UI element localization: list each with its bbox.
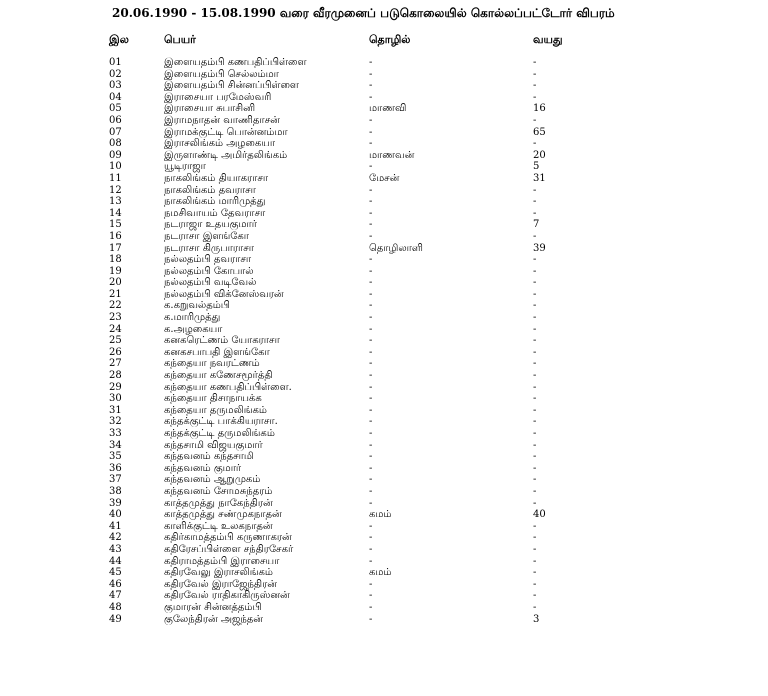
row-name: நாகலிங்கம் தவராசா bbox=[164, 184, 256, 196]
row-number: 33 bbox=[109, 428, 122, 439]
row-occupation: - bbox=[369, 474, 373, 486]
row-number: 44 bbox=[109, 555, 122, 567]
table-row bbox=[0, 69, 768, 81]
row-name: குலேந்திரன் அஜந்தன் bbox=[164, 613, 263, 625]
table-row bbox=[0, 498, 768, 510]
table-row bbox=[0, 521, 768, 533]
row-age: 3 bbox=[533, 613, 540, 625]
row-number: 28 bbox=[109, 370, 122, 382]
table-row bbox=[0, 289, 768, 301]
table-row bbox=[0, 451, 768, 463]
row-number: 29 bbox=[109, 381, 122, 393]
row-age: - bbox=[533, 567, 537, 579]
row-number: 30 bbox=[109, 393, 122, 405]
table-row bbox=[0, 347, 768, 359]
row-occupation: - bbox=[369, 485, 373, 497]
row-number: 35 bbox=[109, 451, 122, 463]
header-occupation: தொழில் bbox=[369, 33, 411, 46]
row-age: - bbox=[533, 532, 537, 544]
row-number: 05 bbox=[109, 103, 122, 115]
table-row bbox=[0, 590, 768, 602]
table-row bbox=[0, 115, 768, 127]
row-age: - bbox=[533, 439, 537, 451]
row-age: - bbox=[533, 265, 537, 277]
row-number: 21 bbox=[109, 288, 122, 300]
row-name: இராமநாதன் வாணிதாசன் bbox=[164, 114, 280, 126]
row-name: கந்தசாமி விஜயகுமார் bbox=[164, 439, 263, 451]
row-number: 06 bbox=[109, 114, 122, 126]
row-number: 45 bbox=[109, 567, 122, 579]
row-number: 11 bbox=[109, 172, 122, 184]
row-age: 39 bbox=[533, 242, 546, 254]
table-row bbox=[0, 127, 768, 139]
row-age: - bbox=[533, 138, 537, 150]
table-row bbox=[0, 335, 768, 347]
row-age: - bbox=[533, 68, 537, 80]
row-name: இராமக்குட்டி பொன்னம்மா bbox=[164, 126, 288, 138]
row-number: 19 bbox=[109, 265, 122, 277]
row-number: 47 bbox=[109, 590, 122, 602]
row-number: 07 bbox=[109, 126, 122, 138]
row-number: 23 bbox=[109, 312, 122, 324]
row-name: கந்தவனம் சோமசுந்தரம் bbox=[164, 485, 273, 497]
table-row bbox=[0, 358, 768, 370]
table-row bbox=[0, 370, 768, 382]
row-age: - bbox=[533, 288, 537, 300]
row-name: காத்தமுத்து நாகேந்திரன் bbox=[164, 497, 273, 509]
row-occupation: - bbox=[369, 219, 373, 231]
row-number: 34 bbox=[109, 439, 122, 451]
row-name: க.மாரிமுத்து bbox=[164, 312, 221, 324]
row-number: 42 bbox=[109, 532, 122, 544]
row-name: கந்தக்குட்டி பாக்கியராசா. bbox=[164, 416, 278, 428]
row-age: 7 bbox=[533, 219, 540, 231]
table-row bbox=[0, 57, 768, 69]
row-age: - bbox=[533, 80, 537, 92]
row-age: 65 bbox=[533, 126, 546, 138]
row-occupation: - bbox=[369, 497, 373, 509]
row-occupation: - bbox=[369, 416, 373, 428]
row-occupation: - bbox=[369, 428, 373, 439]
row-name: இளையதம்பி கணபதிப்பிள்ளை bbox=[164, 57, 307, 68]
row-occupation: - bbox=[369, 230, 373, 242]
row-age: - bbox=[533, 462, 537, 474]
row-occupation: தொழிலாளி bbox=[369, 242, 423, 254]
row-number: 27 bbox=[109, 358, 122, 370]
row-name: இளையதம்பி செல்லம்மா bbox=[164, 68, 279, 80]
row-occupation: - bbox=[369, 184, 373, 196]
row-occupation: - bbox=[369, 439, 373, 451]
row-name: இளையதம்பி சின்னப்பிள்ளை bbox=[164, 80, 299, 92]
row-number: 17 bbox=[109, 242, 122, 254]
table-row bbox=[0, 428, 768, 440]
row-occupation: கமம் bbox=[369, 567, 392, 579]
table-row bbox=[0, 405, 768, 417]
row-number: 37 bbox=[109, 474, 122, 486]
header-number: இல bbox=[109, 33, 129, 46]
row-occupation: மாணவி bbox=[369, 103, 407, 115]
row-number: 15 bbox=[109, 219, 122, 231]
row-number: 10 bbox=[109, 161, 122, 173]
row-number: 26 bbox=[109, 346, 122, 358]
row-number: 40 bbox=[109, 509, 122, 521]
row-number: 25 bbox=[109, 335, 122, 347]
table-row bbox=[0, 382, 768, 394]
row-age: - bbox=[533, 184, 537, 196]
row-age: 20 bbox=[533, 149, 546, 161]
row-occupation: - bbox=[369, 68, 373, 80]
table-row bbox=[0, 231, 768, 243]
row-age: - bbox=[533, 555, 537, 567]
row-name: கந்தையா தருமலிங்கம் bbox=[164, 404, 267, 416]
row-age: - bbox=[533, 196, 537, 208]
row-occupation: - bbox=[369, 80, 373, 92]
table-row bbox=[0, 219, 768, 231]
row-name: கதிரவேல் இராஜேந்திரன் bbox=[164, 578, 277, 590]
row-age: - bbox=[533, 497, 537, 509]
table-row bbox=[0, 173, 768, 185]
row-age: - bbox=[533, 254, 537, 266]
row-name: கந்தவனம் ஆறுமுகம் bbox=[164, 474, 261, 486]
row-age: - bbox=[533, 114, 537, 126]
row-occupation: - bbox=[369, 126, 373, 138]
row-occupation: - bbox=[369, 451, 373, 463]
header-name: பெயர் bbox=[164, 33, 196, 46]
row-age: 16 bbox=[533, 103, 546, 115]
row-age: 5 bbox=[533, 161, 540, 173]
row-number: 31 bbox=[109, 404, 122, 416]
table-row bbox=[0, 266, 768, 278]
row-age: - bbox=[533, 451, 537, 463]
row-occupation: - bbox=[369, 57, 373, 68]
row-age: - bbox=[533, 578, 537, 590]
row-age: - bbox=[533, 590, 537, 602]
row-number: 39 bbox=[109, 497, 122, 509]
row-number: 09 bbox=[109, 149, 122, 161]
row-name: கந்தையா திசாநாயக்க bbox=[164, 393, 262, 405]
row-number: 22 bbox=[109, 300, 122, 312]
row-occupation: - bbox=[369, 404, 373, 416]
row-occupation: - bbox=[369, 532, 373, 544]
row-age: - bbox=[533, 485, 537, 497]
table-row bbox=[0, 544, 768, 556]
row-name: இருளாண்டி அமிர்தலிங்கம் bbox=[164, 149, 288, 161]
row-number: 02 bbox=[109, 68, 122, 80]
row-name: குமாரன் சின்னத்தம்பி bbox=[164, 601, 262, 613]
row-occupation: - bbox=[369, 335, 373, 347]
row-number: 20 bbox=[109, 277, 122, 289]
table-row bbox=[0, 602, 768, 614]
row-occupation: - bbox=[369, 370, 373, 382]
row-age: - bbox=[533, 207, 537, 219]
row-name: யூடிராஜா bbox=[164, 161, 206, 173]
row-age: - bbox=[533, 404, 537, 416]
row-occupation: - bbox=[369, 346, 373, 358]
row-number: 08 bbox=[109, 138, 122, 150]
row-occupation: மேசன் bbox=[369, 172, 400, 184]
row-name: கந்தவனம் கந்தசாமி bbox=[164, 451, 254, 463]
row-number: 41 bbox=[109, 520, 122, 532]
row-name: கனகரெட்ணம் யோகராசா bbox=[164, 335, 280, 347]
table-row bbox=[0, 300, 768, 312]
row-occupation: - bbox=[369, 381, 373, 393]
row-name: கந்தையா கணேசமூர்த்தி bbox=[164, 370, 273, 382]
row-name: கந்தவனம் குமார் bbox=[164, 462, 242, 474]
row-occupation: - bbox=[369, 590, 373, 602]
row-age: - bbox=[533, 370, 537, 382]
row-age: - bbox=[533, 230, 537, 242]
row-occupation: - bbox=[369, 300, 373, 312]
table-row bbox=[0, 614, 768, 626]
row-occupation: - bbox=[369, 555, 373, 567]
row-age: - bbox=[533, 358, 537, 370]
table-row bbox=[0, 185, 768, 197]
table-row bbox=[0, 486, 768, 498]
table-row bbox=[0, 509, 768, 521]
row-number: 46 bbox=[109, 578, 122, 590]
row-age: 31 bbox=[533, 172, 546, 184]
row-number: 32 bbox=[109, 416, 122, 428]
row-number: 03 bbox=[109, 80, 122, 92]
row-age: - bbox=[533, 520, 537, 532]
header-age: வயது bbox=[533, 33, 563, 46]
row-number: 36 bbox=[109, 462, 122, 474]
row-occupation: - bbox=[369, 254, 373, 266]
row-occupation: - bbox=[369, 601, 373, 613]
row-age: - bbox=[533, 335, 537, 347]
row-name: கந்தையா கணபதிப்பிள்ளை. bbox=[164, 381, 292, 393]
row-age: - bbox=[533, 474, 537, 486]
row-occupation: - bbox=[369, 114, 373, 126]
table-row bbox=[0, 324, 768, 336]
document-title: 20.06.1990 - 15.08.1990 வரை வீரமுனைப் படுகொலையில் கொல்லப்பட்டோர் விபரம் bbox=[112, 6, 615, 20]
row-name: கதிர்காமத்தம்பி கருணாகரன் bbox=[164, 532, 292, 544]
row-name: நமசிவாயம் தேவராசா bbox=[164, 207, 266, 219]
row-name: நல்லதம்பி கோபால் bbox=[164, 265, 254, 277]
row-occupation: - bbox=[369, 207, 373, 219]
table-row bbox=[0, 393, 768, 405]
table-row bbox=[0, 312, 768, 324]
row-name: நல்லதம்பி விக்னேஸ்வரன் bbox=[164, 288, 284, 300]
row-name: நல்லதம்பி தவராசா bbox=[164, 254, 252, 266]
row-age: - bbox=[533, 543, 537, 555]
row-age: - bbox=[533, 57, 537, 68]
row-age: - bbox=[533, 346, 537, 358]
row-occupation: - bbox=[369, 138, 373, 150]
table-row bbox=[0, 80, 768, 92]
row-age: - bbox=[533, 393, 537, 405]
row-age: - bbox=[533, 428, 537, 439]
row-age: - bbox=[533, 312, 537, 324]
row-occupation: - bbox=[369, 312, 373, 324]
row-occupation: - bbox=[369, 288, 373, 300]
row-occupation: - bbox=[369, 578, 373, 590]
table-row bbox=[0, 532, 768, 544]
row-occupation: மாணவன் bbox=[369, 149, 415, 161]
table-row bbox=[0, 138, 768, 150]
row-name: இராசலிங்கம் அழகையா bbox=[164, 138, 276, 150]
row-age: - bbox=[533, 381, 537, 393]
table-row bbox=[0, 277, 768, 289]
row-number: 16 bbox=[109, 230, 122, 242]
row-number: 04 bbox=[109, 91, 122, 103]
row-number: 43 bbox=[109, 543, 122, 555]
table-row bbox=[0, 196, 768, 208]
row-occupation: - bbox=[369, 543, 373, 555]
row-name: கதிராமத்தம்பி இராசையா bbox=[164, 555, 280, 567]
row-occupation: கமம் bbox=[369, 509, 392, 521]
row-age: - bbox=[533, 323, 537, 335]
row-name: கனகசபாபதி இளங்கோ bbox=[164, 346, 270, 358]
row-age: - bbox=[533, 416, 537, 428]
row-occupation: - bbox=[369, 91, 373, 103]
table-row bbox=[0, 92, 768, 104]
row-name: க.அழகையா bbox=[164, 323, 223, 335]
table-row bbox=[0, 567, 768, 579]
row-number: 18 bbox=[109, 254, 122, 266]
row-name: நடராசா கிருபாராசா bbox=[164, 242, 254, 254]
table-row bbox=[0, 161, 768, 173]
row-name: இராசையா பரமேஸ்வரி bbox=[164, 91, 272, 103]
row-name: கதிரவேல் ராதிகாகிருஸ்னன் bbox=[164, 590, 290, 602]
row-name: கதிரேசப்பிள்ளை சந்திரசேகர் bbox=[164, 543, 294, 555]
row-name: காளிக்குட்டி உலகநாதன் bbox=[164, 520, 273, 532]
row-number: 48 bbox=[109, 601, 122, 613]
row-occupation: - bbox=[369, 358, 373, 370]
row-name: கதிரவேலு இராசலிங்கம் bbox=[164, 567, 273, 579]
row-name: நாகலிங்கம் மாரிமுத்து bbox=[164, 196, 266, 208]
row-name: நாகலிங்கம் தியாகராசா bbox=[164, 172, 269, 184]
row-name: கந்தக்குட்டி தருமலிங்கம் bbox=[164, 428, 275, 439]
row-number: 49 bbox=[109, 613, 122, 625]
table-row bbox=[0, 579, 768, 591]
table-row bbox=[0, 103, 768, 115]
table-row bbox=[0, 556, 768, 568]
row-occupation: - bbox=[369, 265, 373, 277]
row-occupation: - bbox=[369, 520, 373, 532]
row-number: 24 bbox=[109, 323, 122, 335]
row-age: - bbox=[533, 601, 537, 613]
row-occupation: - bbox=[369, 462, 373, 474]
row-name: நடராஜா உதயகுமார் bbox=[164, 219, 257, 231]
row-occupation: - bbox=[369, 613, 373, 625]
victims-table bbox=[0, 57, 768, 625]
table-row bbox=[0, 474, 768, 486]
row-occupation: - bbox=[369, 323, 373, 335]
row-name: நடராசா இளங்கோ bbox=[164, 230, 249, 242]
row-name: க.கறுவல்தம்பி bbox=[164, 300, 230, 312]
row-occupation: - bbox=[369, 277, 373, 289]
row-occupation: - bbox=[369, 161, 373, 173]
row-name: கந்தையா நவரட்ணம் bbox=[164, 358, 260, 370]
table-row bbox=[0, 150, 768, 162]
table-row bbox=[0, 463, 768, 475]
row-name: காத்தமுத்து சண்முகநாதன் bbox=[164, 509, 282, 521]
row-number: 14 bbox=[109, 207, 122, 219]
table-row bbox=[0, 440, 768, 452]
table-row bbox=[0, 208, 768, 220]
row-name: இராசையா சுபாசினி bbox=[164, 103, 256, 115]
row-number: 01 bbox=[109, 57, 122, 68]
table-row bbox=[0, 416, 768, 428]
row-occupation: - bbox=[369, 196, 373, 208]
row-occupation: - bbox=[369, 393, 373, 405]
row-age: - bbox=[533, 277, 537, 289]
row-name: நல்லதம்பி வடிவேல் bbox=[164, 277, 257, 289]
row-number: 12 bbox=[109, 184, 122, 196]
row-age: 40 bbox=[533, 509, 546, 521]
table-row bbox=[0, 243, 768, 255]
row-age: - bbox=[533, 91, 537, 103]
table-row bbox=[0, 254, 768, 266]
row-age: - bbox=[533, 300, 537, 312]
row-number: 13 bbox=[109, 196, 122, 208]
row-number: 38 bbox=[109, 485, 122, 497]
